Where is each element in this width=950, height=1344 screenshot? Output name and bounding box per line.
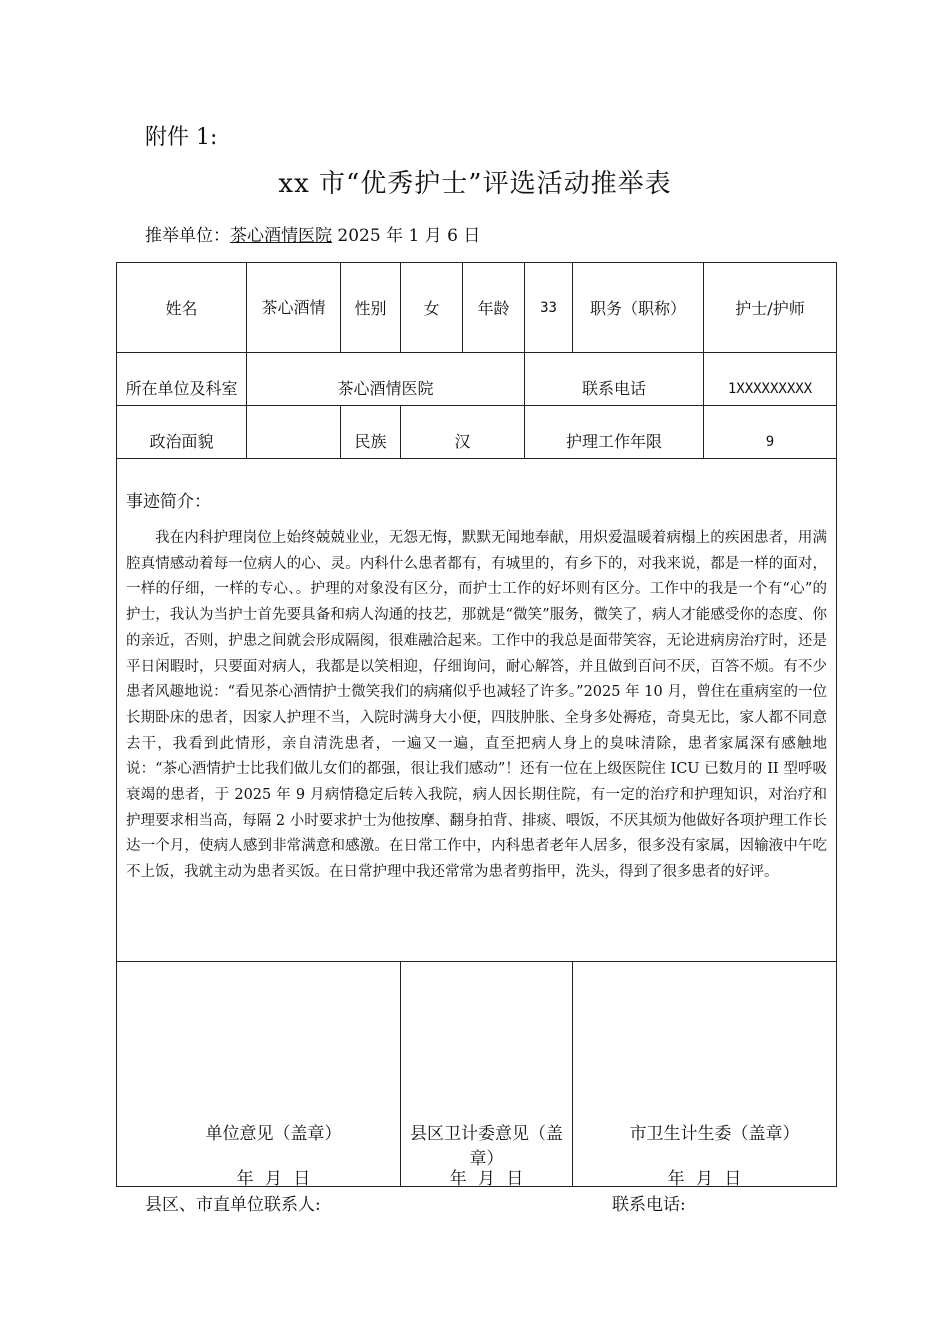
name-value: 茶心酒情 [247,263,341,353]
signature-county [401,962,573,1187]
story-label: 事迹简介： [126,492,211,512]
age-label: 年龄 [463,263,525,353]
ethnic-label: 民族 [341,406,401,459]
dept-label: 所在单位及科室 [117,353,247,406]
page-title: xx 市“优秀护士”评选活动推举表 [278,169,672,199]
signature-unit [117,962,401,1187]
contact-phone-label: 联系电话: [612,1195,686,1215]
contact-person-label: 县区、市直单位联系人: [145,1195,321,1215]
political-label: 政治面貌 [117,406,247,459]
position-value: 护士/护师 [704,263,837,353]
story-section [117,459,837,962]
recommending-unit-line [145,221,480,246]
gender-label: 性别 [341,263,401,353]
unit-value: 茶心酒情医院 [230,226,332,246]
story-text: 我在内科护理岗位上始终兢兢业业，无怨无悔，默默无闻地奉献，用炽爱温暖着病榻上的疾困患者，用满腔真情感动着每一位病人的心、灵。内科什么患者都有，有城里的，有乡下的，对我来说，都是一样的面对，一样的仔细，一样的专心、。护理的对象没有区分，而护士工作的好坏则有区分。工作中的我是一个有“心”的护士，我认为当护士首先要具备和病人沟通的技艺，那就是“微笑”服务，微笑了，病人才能感受你的态度、你的亲近，否则，护患之间就会形成隔阂，很难融洽起来。工作中的我总是面带笑容，无论进病房治疗时，还是平日闲暇时，只要面对病人，我都是以笑相迎，仔细询问，耐心解答，并且做到百问不厌，百答不烦。有不少患者风趣地说：“看见茶心酒情护士微笑我们的病痛似乎也减轻了许多。”2025 年 10 月，曾住在重病室的一位长期卧床的患者，因家人护理不当，入院时满身大小便，四肢肿胀、全身多处褥疮，奇臭无比，家人都不同意去干，我看到此情形，亲自清洗患者，一遍又一遍，直至把病人身上的臭味清除，患者家属深有感触地说：“茶心酒情护士比我们做儿女们的都强，很让我们感动”！还有一位在上级医院住 ICU 已数月的 II 型呼吸衰竭的患者，于 2025 年 9 月病情稳定后转入我院，病人因长期住院，有一定的治疗和护理知识，对治疗和护理要求相当高，每隔 2 小时要求护士为他按摩、翻身拍背、排痰、喂饭，不厌其烦为他做好各项护理工作长达一个月，使病人感到非常满意和感激。在日常工作中，内科患者老年人居多，很多没有家属，因输液中午吃不上饭，我就主动为患者买饭。在日常护理中我还常常为患者剪指甲，洗头，得到了很多患者的好评。 [126,530,827,881]
unit-opinion-date: 年 月 日 [236,1169,311,1189]
fill-date: 2025 年 1 月 6 日 [332,226,481,246]
city-opinion-label: 市卫生计生委（盖章） [629,1124,800,1144]
dept-value: 茶心酒情医院 [247,353,525,406]
county-opinion-date: 年 月 日 [449,1169,524,1189]
recommendation-form [116,262,837,1187]
phone-label: 联系电话 [525,353,704,406]
political-value [247,406,341,459]
unit-label: 推举单位： [145,226,230,246]
ethnic-value: 汉 [401,406,525,459]
years-value: 9 [704,406,837,459]
years-label: 护理工作年限 [525,406,704,459]
age-value: 33 [525,263,573,353]
county-opinion-label: 县区卫计委意见（盖章） [410,1124,563,1169]
position-label: 职务（职称） [573,263,704,353]
phone-value: 1XXXXXXXXX [704,353,837,406]
gender-value: 女 [401,263,463,353]
attachment-label: 附件 1: [145,125,218,150]
unit-opinion-label: 单位意见（盖章） [205,1124,342,1144]
city-opinion-date: 年 月 日 [667,1169,742,1189]
name-label: 姓名 [117,263,247,353]
signature-city [573,962,837,1187]
